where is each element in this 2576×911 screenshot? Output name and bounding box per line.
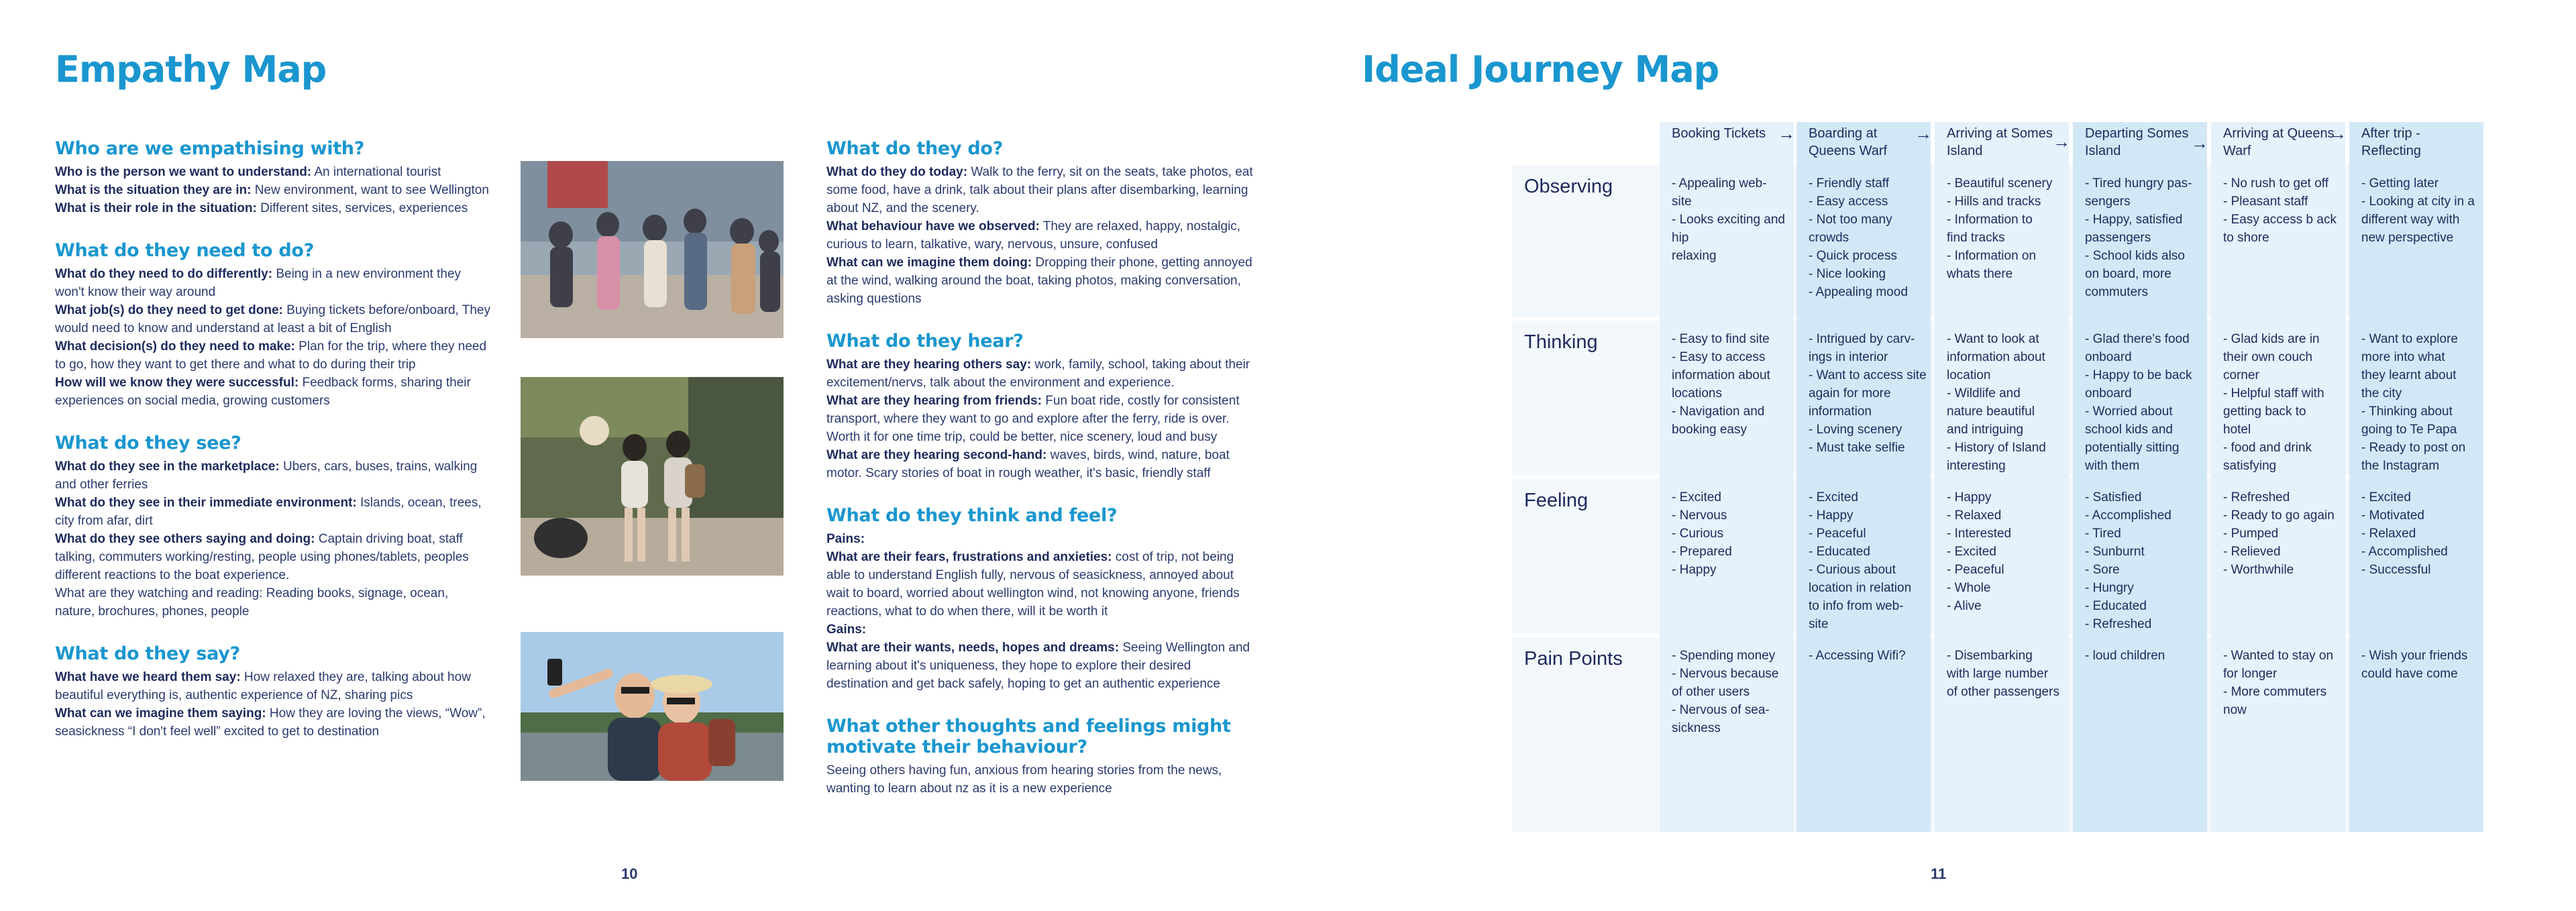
question-label: What are they hearing second-hand: [826, 448, 1047, 462]
journey-cell [2223, 647, 2343, 719]
journey-stage-header: Boarding at Queens Warf [1809, 126, 1888, 158]
journey-cell-text: - Satisfied - Accomplished - Tired - Sunburnt - Sore - Hungry - Educated - Refreshed [2085, 490, 2171, 631]
journey-cell [1672, 488, 1791, 579]
section-body [55, 163, 491, 217]
empathy-section [826, 505, 1256, 693]
section-body [55, 265, 491, 410]
journey-cell-text: - Tired hungry pas- sengers - Happy, satisfied passengers - School kids also on board, more commuters [2085, 176, 2192, 299]
section-body [826, 761, 1256, 798]
journey-cell [2361, 174, 2481, 247]
journey-cell-text: - Accessing Wifi? [1809, 649, 1906, 663]
journey-cell [1809, 330, 1928, 457]
journey-cell [1672, 647, 1791, 737]
arrow-right-icon: → [1778, 123, 1795, 144]
question-label: What decision(s) do they need to make: [55, 339, 295, 354]
journey-stage-header: Booking Tickets [1672, 126, 1766, 141]
journey-row-label: Feeling [1524, 490, 1589, 511]
question-label: What can we imagine them doing: [826, 256, 1032, 270]
journey-stage-header: After trip - Reflecting [2361, 126, 2421, 158]
journey-cell-text: - Beautiful scenery - Hills and tracks - Information to find tracks - Information on whats there [1947, 176, 2053, 281]
section-body [55, 458, 491, 621]
section-heading: Who are we empathising with? [55, 138, 365, 159]
page-title: Ideal Journey Map [1362, 48, 1719, 91]
journey-cell [1947, 488, 2066, 615]
answer-text: Captain driving boat, staff talking, commuters working/resting, people using phones/tablets, peoples different reactions to the boat experience. [55, 532, 469, 582]
journey-row-label: Pain Points [1524, 648, 1623, 669]
empathy-section [826, 716, 1256, 798]
journey-cell [1672, 174, 1791, 265]
selfie-couple-photo [521, 632, 784, 781]
answer-text: Being in a new environment they won't know their way around [55, 267, 462, 299]
journey-cell [2361, 647, 2481, 683]
question-label: Who is the person we want to understand: [55, 165, 312, 179]
answer-text: waves, birds, wind, nature, boat motor. Scary stories of boat in rough weather, it's basic, friendly staff [826, 448, 1230, 480]
answer-text: Ubers, cars, buses, trains, walking and other ferries [55, 460, 478, 492]
journey-stage-header: Departing Somes Island [2085, 126, 2189, 158]
journey-cell-text: - Glad kids are in their own couch corner - Helpful staff with getting back to hotel - food and drink satisfying [2223, 332, 2324, 473]
question-label: What do they do today: [826, 165, 968, 179]
journey-cell [2361, 330, 2481, 475]
answer-text: New environment, want to see Wellington [251, 183, 489, 197]
question-label: What do they see in their immediate environment: [55, 496, 357, 510]
empathy-section [55, 138, 491, 217]
journey-cell-text: - Glad there's food onboard - Happy to be back onboard - Worried about school kids and potentially sitting with them [2085, 332, 2192, 473]
empathy-section [826, 331, 1256, 482]
empathy-section [55, 643, 491, 741]
journey-cell [2085, 330, 2204, 475]
journey-cell-text: - Want to look at information about location - Wildlife and nature beautiful and intriguing - History of Island interesting [1947, 332, 2046, 473]
answer-text: Seeing Wellington and learning about it's uniqueness, they hope to explore their desired destination and get back safely, hoping to get an authentic experience [826, 641, 1250, 691]
journey-cell-text: - Friendly staff - Easy access - Not too many crowds - Quick process - Nice looking - Appealing mood [1809, 176, 1908, 299]
journey-stage-header: Arriving at Queens Warf [2223, 126, 2334, 158]
answer-text: How they are loving the views, “Wow”, seasickness “I don't feel well” excited to get to destination [55, 706, 486, 739]
journey-row-label: Thinking [1524, 331, 1598, 353]
answer-text: Feedback forms, sharing their experiences on social media, growing customers [55, 376, 471, 408]
question-label: Pains: [826, 532, 865, 546]
journey-cell-text: - Spending money - Nervous because of other users - Nervous of sea- sickness [1672, 649, 1779, 735]
journey-cell-text: - Refreshed - Ready to go again - Pumped - Relieved - Worthwhile [2223, 490, 2334, 577]
section-body [826, 356, 1256, 482]
empathy-section [826, 138, 1256, 308]
section-body [55, 668, 491, 741]
journey-cell [1947, 647, 2066, 701]
journey-cell [2361, 488, 2481, 579]
journey-cell [2223, 330, 2343, 475]
question-label: What are they hearing others say: [826, 358, 1032, 372]
section-heading: What do they do? [826, 138, 1003, 159]
question-label: What do they see in the marketplace: [55, 460, 280, 474]
section-heading: What do they say? [55, 643, 240, 664]
question-label: What can we imagine them saying: [55, 706, 266, 720]
answer-text: Seeing others having fun, anxious from hearing stories from the news, wanting to learn about nz as it is a new experience [826, 763, 1222, 796]
answer-text: Plan for the trip, where they need to go, how they want to get there and what to do during their trip [55, 339, 487, 372]
section-heading: What do they hear? [826, 331, 1024, 352]
question-label: Gains: [826, 623, 867, 637]
journey-row-label: Observing [1524, 176, 1613, 197]
answer-text: Buying tickets before/onboard, They would need to know and understand at least a bit of English [55, 303, 490, 335]
journey-cell-text: - Want to explore more into what they learnt about the city - Thinking about going to Te Papa - Ready to post on the Instagram [2361, 332, 2466, 473]
tourists-walking-photo [521, 377, 784, 576]
answer-text: They are relaxed, happy, nostalgic, curious to learn, talkative, wary, nervous, unsure, confused [826, 219, 1241, 252]
journey-map-page [1288, 0, 2576, 911]
section-body [826, 163, 1256, 308]
empathy-column-1 [55, 138, 491, 763]
page-title: Empathy Map [55, 48, 327, 91]
journey-cell-text: - loud children [2085, 649, 2165, 663]
arrow-right-icon: → [2329, 123, 2347, 144]
journey-cell [1672, 330, 1791, 439]
arrow-right-icon: → [2191, 133, 2208, 153]
journey-cell-text: - Disembarking with large number of other passengers [1947, 649, 2059, 699]
empathy-section [55, 433, 491, 621]
journey-cell [2085, 488, 2204, 633]
journey-cell [2085, 174, 2204, 301]
section-heading: What do they think and feel? [826, 505, 1118, 526]
journey-cell [2223, 488, 2343, 579]
journey-cell [1947, 330, 2066, 475]
journey-stage-header: Arriving at Somes Island [1947, 126, 2053, 158]
question-label: What have we heard them say: [55, 670, 241, 684]
question-label: What are they hearing from friends: [826, 394, 1042, 408]
section-heading: What do they need to do? [55, 240, 315, 261]
tourists-photographing-photo [521, 161, 784, 338]
answer-text: work, family, school, taking about their excitement/nervs, talk about the environment and experience. [826, 358, 1250, 390]
journey-cell-text: - Wish your friends could have come [2361, 649, 2468, 681]
answer-text: Different sites, services, experiences [256, 201, 468, 215]
question-label: What do they need to do differently: [55, 267, 273, 281]
answer-text: Fun boat ride, costly for consistent transport, where they want to go and explore after the ferry, ride is over. Worth it for one time trip, could be better, nice scenery, loud and busy [826, 394, 1240, 444]
empathy-column-2 [826, 138, 1256, 820]
journey-cell-text: - Excited - Nervous - Curious - Prepared - Happy [1672, 490, 1732, 577]
journey-cell-text: - Intrigued by carv- ings in interior - Want to access site again for more information - Loving scenery - Must take selfie [1809, 332, 1927, 455]
arrow-right-icon: → [2053, 131, 2070, 152]
section-body [826, 530, 1256, 693]
section-heading: What other thoughts and feelings might motivate their behaviour? [826, 716, 1231, 757]
journey-cell [1809, 488, 1928, 633]
journey-cell-text: - Happy - Relaxed - Interested - Excited - Peaceful - Whole - Alive [1947, 490, 2012, 613]
journey-cell-text: - Excited - Motivated - Relaxed - Accomplished - Successful [2361, 490, 2448, 577]
question-label: What are their fears, frustrations and anxieties: [826, 550, 1112, 564]
journey-cell [2085, 647, 2204, 665]
question-label: What behaviour have we observed: [826, 219, 1040, 233]
section-heading: What do they see? [55, 433, 241, 453]
journey-cell-text: - Excited - Happy - Peaceful - Educated - Curious about location in relation to info from web- site [1809, 490, 1912, 631]
question-label: What do they see others saying and doing: [55, 532, 315, 546]
answer-text: How relaxed they are, talking about how beautiful everything is, authentic experience of NZ, sharing pics [55, 670, 471, 702]
arrow-right-icon: → [1915, 123, 1932, 144]
answer-text: Dropping their phone, getting annoyed at the wind, walking around the boat, taking photos, making conversation, asking questions [826, 256, 1252, 306]
question-label: How will we know they were successful: [55, 376, 299, 390]
question-label: What job(s) do they need to get done: [55, 303, 283, 317]
question-label: What is the situation they are in: [55, 183, 252, 197]
journey-cell [2223, 174, 2343, 247]
journey-cell [1809, 647, 1928, 665]
page-number: 10 [621, 865, 638, 882]
question-label: What is their role in the situation: [55, 201, 257, 215]
answer-text: cost of trip, not being able to understand English fully, nervous of seasickness, annoyed about wait to board, worried about wellington wind, not knowing anyone, friends reactions, what to do when there, will it be worth it [826, 550, 1240, 619]
page-number: 11 [1931, 865, 1947, 882]
answer-text: What are they watching and reading: Reading books, signage, ocean, nature, brochures, phones, people [55, 586, 449, 619]
journey-cell [1809, 174, 1928, 301]
journey-cell-text: - Getting later - Looking at city in a different way with new perspective [2361, 176, 2475, 245]
journey-cell-text: - Appealing web- site - Looks exciting and hip relaxing [1672, 176, 1785, 263]
journey-cell-text: - Easy to find site - Easy to access information about locations - Navigation and booking easy [1672, 332, 1770, 437]
question-label: What are their wants, needs, hopes and dreams: [826, 641, 1120, 655]
empathy-section [55, 240, 491, 410]
answer-text: An international tourist [311, 165, 441, 179]
answer-text: Islands, ocean, trees, city from afar, dirt [55, 496, 482, 528]
answer-text: Walk to the ferry, sit on the seats, take photos, eat some food, have a drink, talk about their plans after disembarking, learning about NZ, and the scenery. [826, 165, 1253, 215]
journey-cell [1947, 174, 2066, 283]
journey-cell-text: - No rush to get off - Pleasant staff - Easy access b ack to shore [2223, 176, 2337, 245]
journey-cell-text: - Wanted to stay on for longer - More commuters now [2223, 649, 2334, 717]
